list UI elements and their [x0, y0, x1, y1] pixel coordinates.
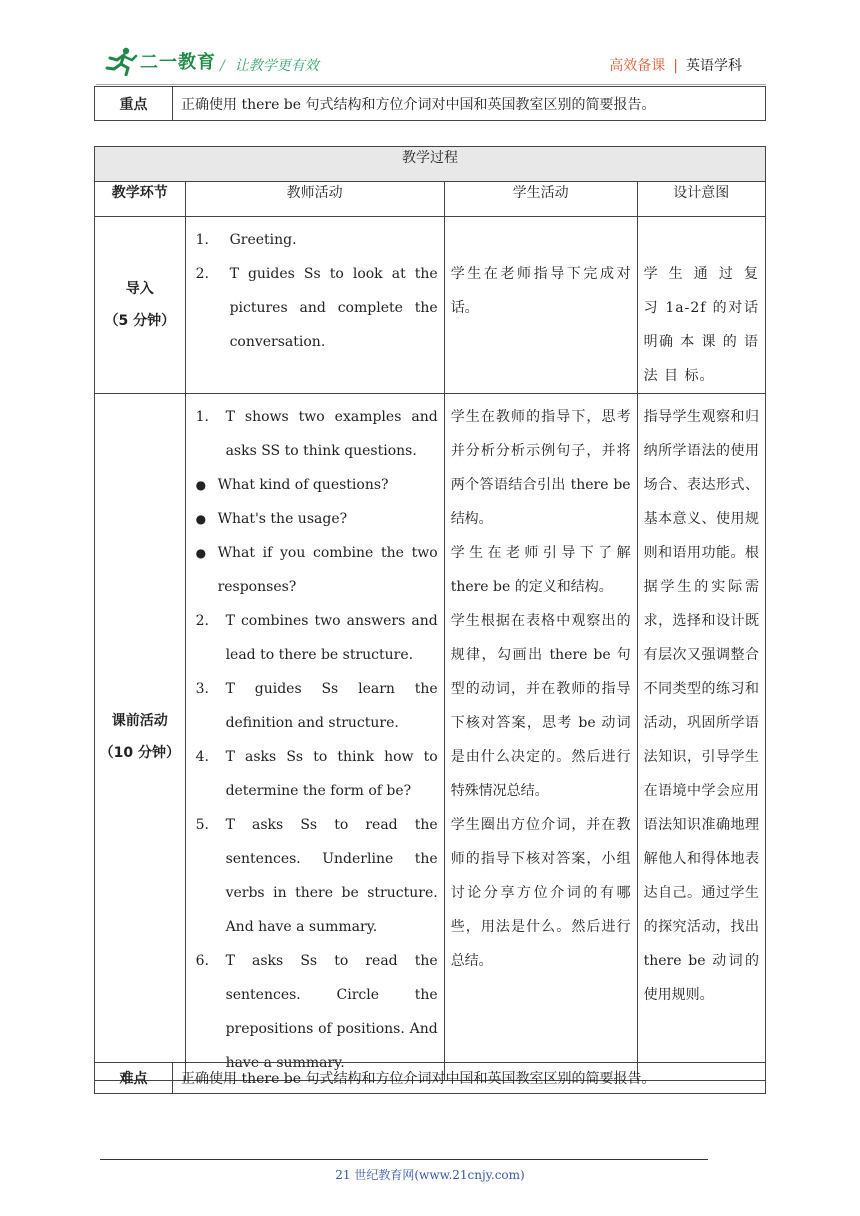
- key-point-label: 重点: [95, 87, 173, 121]
- intro-teacher-cell: [185, 217, 444, 394]
- slogan-text: 让教学更有效: [234, 58, 319, 74]
- footer-text: 21 世纪教育网(www.21cnjy.com): [335, 1168, 525, 1182]
- list-item: ● What kind of questions?: [195, 477, 389, 493]
- header-student: 学生活动: [444, 182, 637, 217]
- intro-stage: 导入: [125, 281, 154, 297]
- key-point-content: 正确使用 there be 句式结构和方位介词对中国和英国教室区别的简要报告。: [173, 87, 766, 121]
- pre-time: （10 分钟）: [99, 745, 180, 761]
- list-item: ● What if you combine the two responses?: [195, 545, 438, 595]
- subject-prep: 高效备课: [609, 58, 666, 74]
- header-purpose: 设计意图: [637, 182, 765, 217]
- list-item: 6. T asks Ss to read the sentences. Circle the prepositions of positions. And have a summary.: [195, 953, 438, 1071]
- subject-name: 英语学科: [686, 58, 742, 74]
- list-item: 4. T asks Ss to think how to determine the form of be?: [195, 749, 438, 799]
- teaching-process-table: [94, 146, 766, 1081]
- header-teacher: 教师活动: [185, 182, 444, 217]
- footer-divider: [100, 1159, 708, 1160]
- logo: [104, 46, 216, 76]
- list-item: ● What's the usage?: [195, 511, 348, 527]
- intro-purpose-cell: [637, 217, 765, 394]
- list-item: 1. Greeting.: [195, 232, 297, 248]
- intro-student-cell: [444, 217, 637, 394]
- slogan: [220, 55, 319, 75]
- intro-time: （5 分钟）: [104, 313, 176, 329]
- subject-label: [609, 55, 742, 75]
- list-item: 1. T shows two examples and asks SS to think questions.: [195, 409, 438, 459]
- intro-purpose-text: 学 生 通 过 复 习 1a-2f 的对话明确 本 课 的 语 法 目 标。: [643, 266, 759, 384]
- list-item: 2. T guides Ss to look at the pictures and complete the conversation.: [195, 266, 438, 350]
- difficulty-table: [94, 1062, 766, 1094]
- list-item: 5. T asks Ss to read the sentences. Underline the verbs in there be structure. And have a summary.: [195, 817, 438, 935]
- difficulty-label: 难点: [95, 1063, 173, 1094]
- pre-student-para: 学生圈出方位介词，并在教师的指导下核对答案，小组讨论分享方位介词的有哪些，用法是什么。然后进行总结。: [450, 817, 631, 969]
- pre-teacher-cell: [185, 394, 444, 1081]
- pre-stage-cell: [95, 394, 186, 1081]
- pre-activity-row: [95, 394, 766, 1081]
- running-man-icon: [104, 46, 138, 76]
- logo-text: 二一教育: [140, 52, 216, 73]
- key-point-table: [94, 86, 766, 121]
- pre-purpose-text: 指导学生观察和归纳所学语法的使用场合、表达形式、基本意义、使用规则和语用功能。根据学生的实际需求，选择和设计既有层次又强调整合不同类型的练习和活动，巩固所学语法知识，引导学生在语境中学会应用语法知识准确地理解他人和得体地表达自己。通过学生的探究活动，找出 there be 动词的使用规则。: [643, 409, 759, 1003]
- list-item: 3. T guides Ss learn the definition and structure.: [195, 681, 438, 731]
- header-divider: [96, 84, 766, 85]
- slogan-slash: /: [220, 58, 225, 74]
- process-title: 教学过程: [95, 147, 766, 182]
- intro-row: [95, 217, 766, 394]
- pre-stage: 课前活动: [111, 713, 168, 729]
- header-stage: 教学环节: [95, 182, 186, 217]
- intro-student-text: 学生在老师指导下完成对话。: [450, 266, 631, 316]
- pre-student-cell: [444, 394, 637, 1081]
- intro-stage-cell: [95, 217, 186, 394]
- difficulty-content: 正确使用 there be 句式结构和方位介词对中国和英国教室区别的简要报告。: [173, 1063, 766, 1094]
- pre-student-para: 学生在教师的指导下，思考并分析分析示例句子，并将两个答语结合引出 there be 结构。: [450, 409, 631, 527]
- subject-separator: |: [673, 58, 678, 74]
- pre-purpose-cell: [637, 394, 765, 1081]
- list-item: 2. T combines two answers and lead to there be structure.: [195, 613, 438, 663]
- pre-student-para: 学生根据在表格中观察出的规律，勾画出 there be 句型的动词，并在教师的指导下核对答案，思考 be 动词是由什么决定的。然后进行特殊情况总结。: [450, 613, 631, 799]
- pre-student-para: 学生在老师引导下了解 there be 的定义和结构。: [450, 545, 631, 595]
- page-header: [0, 0, 860, 90]
